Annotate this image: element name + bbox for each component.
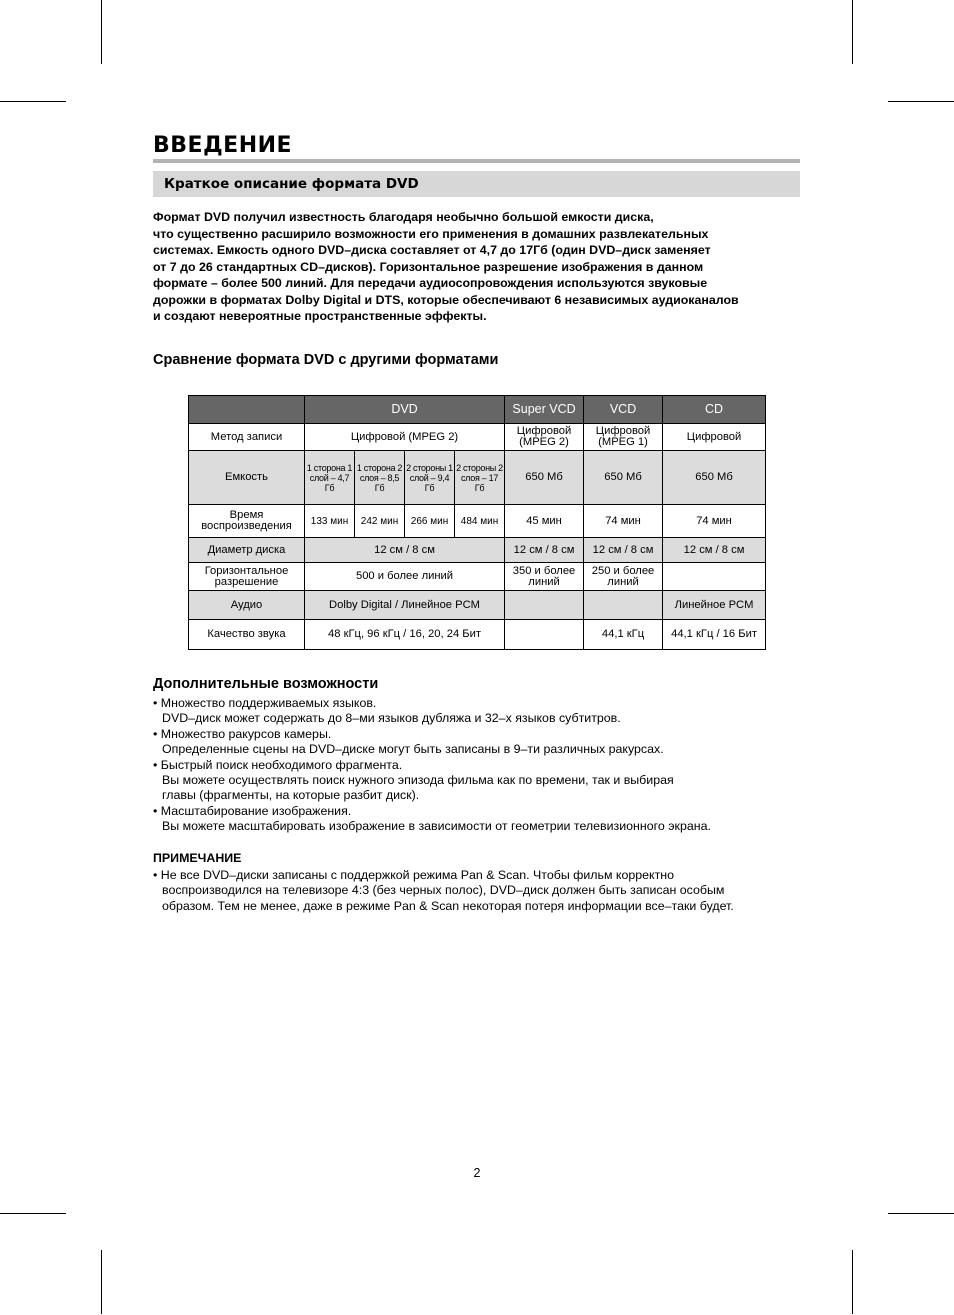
table-cell: 12 см / 8 см: [505, 538, 584, 563]
header-cell: CD: [663, 396, 766, 424]
table-cell: Цифровой (MPEG 2): [305, 424, 505, 451]
comparison-title: Сравнение формата DVD с другими форматами: [153, 352, 499, 368]
features-title: Дополнительные возможности: [153, 676, 379, 692]
crop-mark: [101, 0, 102, 64]
intro-line: и создают невероятные пространственные эффекты.: [153, 309, 487, 323]
note-section: [153, 851, 813, 914]
row-label: Время воспроизведения: [189, 505, 305, 538]
intro-line: системах. Емкость одного DVD–диска составляет от 4,7 до 17Гб (один DVD–диск заменяет: [153, 243, 711, 257]
section-title: Краткое описание формата DVD: [164, 176, 419, 192]
table-row: [189, 424, 766, 451]
feature-head: • Множество поддерживаемых языков.: [153, 696, 377, 710]
table-cell: [505, 620, 584, 650]
table-cell: 74 мин: [584, 505, 663, 538]
intro-paragraph: [153, 209, 803, 325]
table-cell: 12 см / 8 см: [584, 538, 663, 563]
feature-text: главы (фрагменты, на которые разбит диск).: [162, 788, 420, 803]
feature-text: Определенные сцены на DVD–диске могут быть записаны в 9–ти различных ракурсах.: [162, 742, 664, 757]
table-cell: 242 мин: [355, 505, 405, 538]
features-section: [153, 675, 813, 835]
table-cell: Dolby Digital / Линейное PCM: [305, 591, 505, 620]
table-cell: 250 и более линий: [584, 563, 663, 591]
crop-mark: [852, 1250, 853, 1314]
intro-line: дорожки в форматах Dolby Digital и DTS, которые обеспечивают 6 независимых аудиоканалов: [153, 292, 739, 307]
header-cell: [189, 396, 305, 424]
table-cell: 1 сторона 2 слоя – 8,5 Гб: [355, 451, 405, 505]
table-row: [189, 451, 766, 505]
feature-text: DVD–диск может содержать до 8–ми языков дубляжа и 32–х языков субтитров.: [162, 711, 621, 726]
note-title: ПРИМЕЧАНИЕ: [153, 851, 242, 865]
intro-line: от 7 до 26 стандартных CD–дисков). Горизонтальное разрешение изображения в данном: [153, 259, 704, 274]
crop-mark: [101, 1250, 102, 1314]
table-cell: 133 мин: [305, 505, 355, 538]
table-cell: Цифровой: [663, 424, 766, 451]
table-cell: Цифровой (MPEG 1): [584, 424, 663, 451]
feature-head: • Быстрый поиск необходимого фрагмента.: [153, 757, 403, 772]
table-cell: [505, 591, 584, 620]
intro-line: что существенно расширило возможности его применения в домашних развлекательных: [153, 226, 709, 241]
feature-text: Вы можете осуществлять поиск нужного эпизода фильма как по времени, так и выбирая: [162, 773, 674, 788]
table-cell: 12 см / 8 см: [663, 538, 766, 563]
row-label: Метод записи: [189, 424, 305, 451]
table-cell: [663, 563, 766, 591]
table-row: [189, 538, 766, 563]
crop-mark: [0, 101, 66, 102]
row-label: Качество звука: [189, 620, 305, 650]
note-line: образом. Тем не менее, даже в режиме Pan & Scan некоторая потеря информации все–таки будет.: [162, 898, 734, 913]
note-line: • Не все DVD–диски записаны с поддержкой режима Pan & Scan. Чтобы фильм корректно: [153, 868, 675, 882]
intro-line: формате – более 500 линий. Для передачи аудиосопровождения используются звуковые: [153, 276, 708, 290]
table-cell: 2 стороны 2 слоя – 17 Гб: [455, 451, 505, 505]
table-row: [189, 591, 766, 620]
table-cell: 44,1 кГц: [584, 620, 663, 650]
table-cell: 74 мин: [663, 505, 766, 538]
table-cell: 2 стороны 1 слой – 9,4 Гб: [405, 451, 455, 505]
feature-head: • Множество ракурсов камеры.: [153, 726, 332, 741]
header-cell: Super VCD: [505, 396, 584, 424]
table-header-row: [189, 396, 766, 424]
row-label: Емкость: [189, 451, 305, 505]
table-cell: 650 Мб: [505, 451, 584, 505]
intro-line: Формат DVD получил известность благодаря необычно большой емкости диска,: [153, 210, 654, 224]
row-label: Аудио: [189, 591, 305, 620]
table-cell: 350 и более линий: [505, 563, 584, 591]
table-cell: Линейное PCM: [663, 591, 766, 620]
table-cell: 48 кГц, 96 кГц / 16, 20, 24 Бит: [305, 620, 505, 650]
crop-mark: [852, 0, 853, 64]
title-divider: [153, 159, 800, 163]
row-label: Диаметр диска: [189, 538, 305, 563]
table-cell: 1 сторона 1 слой – 4,7 Гб: [305, 451, 355, 505]
table-row: [189, 620, 766, 650]
table-cell: 45 мин: [505, 505, 584, 538]
comparison-table: [188, 395, 766, 650]
table-cell: 500 и более линий: [305, 563, 505, 591]
header-cell: DVD: [305, 396, 505, 424]
header-cell: VCD: [584, 396, 663, 424]
crop-mark: [888, 101, 954, 102]
table-cell: 650 Мб: [584, 451, 663, 505]
table-cell: 12 см / 8 см: [305, 538, 505, 563]
crop-mark: [0, 1213, 66, 1214]
page-number: 2: [473, 1166, 481, 1180]
table-cell: 266 мин: [405, 505, 455, 538]
table-cell: 44,1 кГц / 16 Бит: [663, 620, 766, 650]
table-cell: Цифровой (MPEG 2): [505, 424, 584, 451]
table-cell: [584, 591, 663, 620]
table-cell: 484 мин: [455, 505, 505, 538]
page-title: ВВЕДЕНИЕ: [153, 133, 293, 158]
table-row: [189, 505, 766, 538]
feature-text: Вы можете масштабировать изображение в зависимости от геометрии телевизионного экрана.: [162, 819, 711, 834]
section-header-band: [153, 171, 800, 197]
crop-mark: [888, 1213, 954, 1214]
feature-head: • Масштабирование изображения.: [153, 803, 352, 818]
row-label: Горизонтальное разрешение: [189, 563, 305, 591]
note-line: воспроизводился на телевизоре 4:3 (без черных полос), DVD–диск должен быть записан особым: [162, 883, 725, 898]
table-cell: 650 Мб: [663, 451, 766, 505]
table-row: [189, 563, 766, 591]
